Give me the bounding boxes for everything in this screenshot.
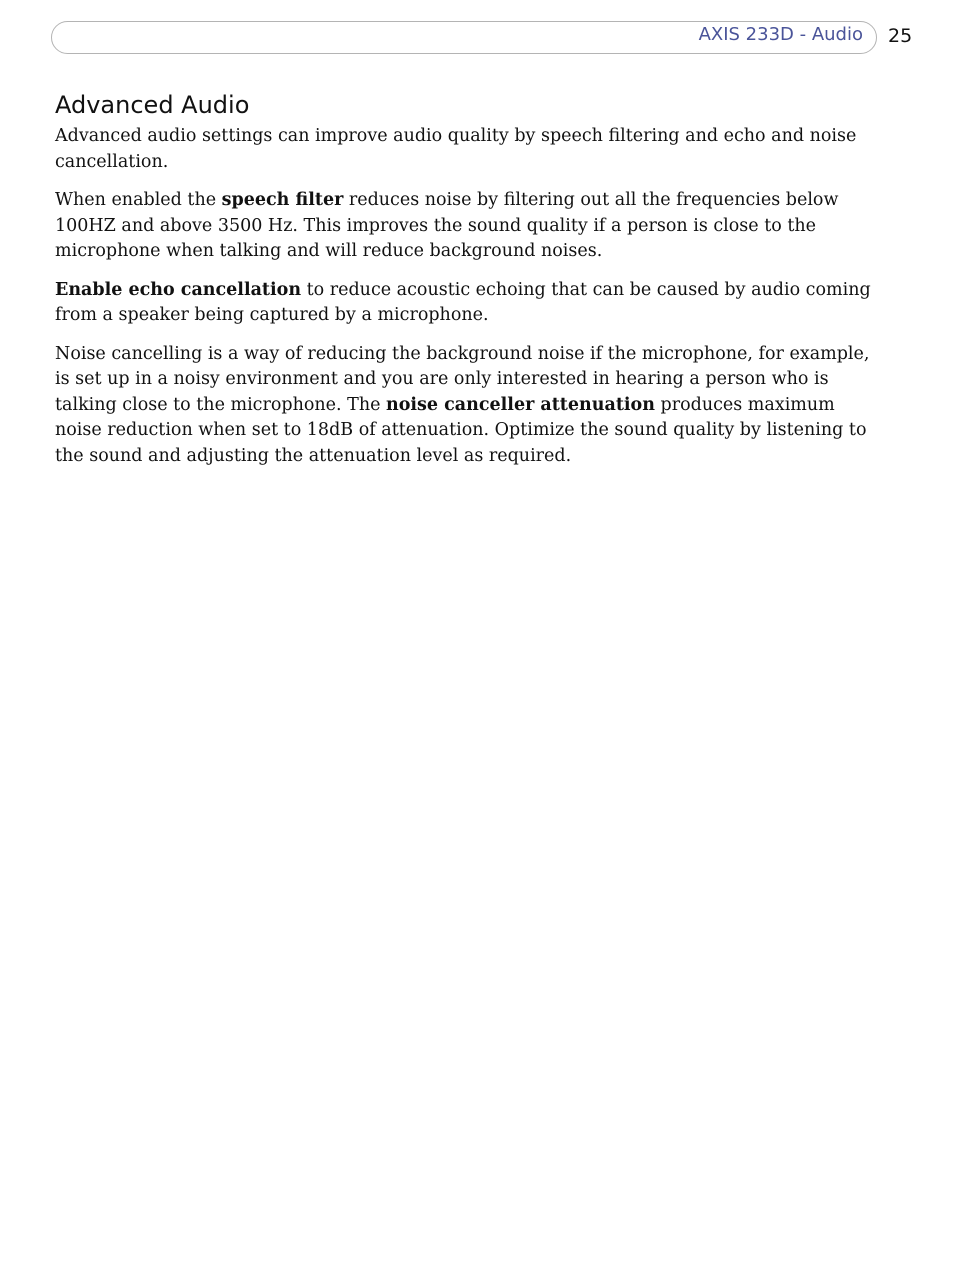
header-title: AXIS 233D - Audio [698, 24, 863, 45]
term-speech-filter: speech filter [221, 190, 344, 210]
paragraph-intro [55, 124, 881, 175]
paragraph-text: produces maximum noise reduction when set to 18dB of attenuation. Optimize the sound quality by listening to the sound and adjusting the attenuation level as required. [55, 394, 867, 466]
page-number: 25 [888, 25, 913, 47]
page-content [55, 88, 881, 482]
section-heading: Advanced Audio [55, 91, 250, 119]
paragraph-text: When enabled the [55, 190, 222, 210]
paragraph-text: Noise cancelling is a way of reducing the background noise if the microphone, for example, is set up in a noisy environment and you are only interested in hearing a person who is talking close to the microphone. The [55, 343, 870, 415]
paragraph-echo-cancellation [55, 278, 881, 329]
paragraph-text: to reduce acoustic echoing that can be caused by audio coming from a speaker being captured by a microphone. [55, 279, 871, 325]
paragraph-text: Advanced audio settings can improve audio quality by speech filtering and echo and noise cancellation. [55, 126, 857, 172]
paragraph-speech-filter [55, 188, 881, 265]
term-echo-cancellation: Enable echo cancellation [55, 279, 302, 300]
paragraph-noise-cancelling [55, 342, 881, 470]
term-noise-canceller-attenuation: noise canceller attenuation [386, 394, 655, 415]
paragraph-text: reduces noise by filtering out all the frequencies below 100HZ and above 3500 Hz. This improves the sound quality if a person is close to the microphone when talking and will reduce background noises. [55, 190, 839, 261]
